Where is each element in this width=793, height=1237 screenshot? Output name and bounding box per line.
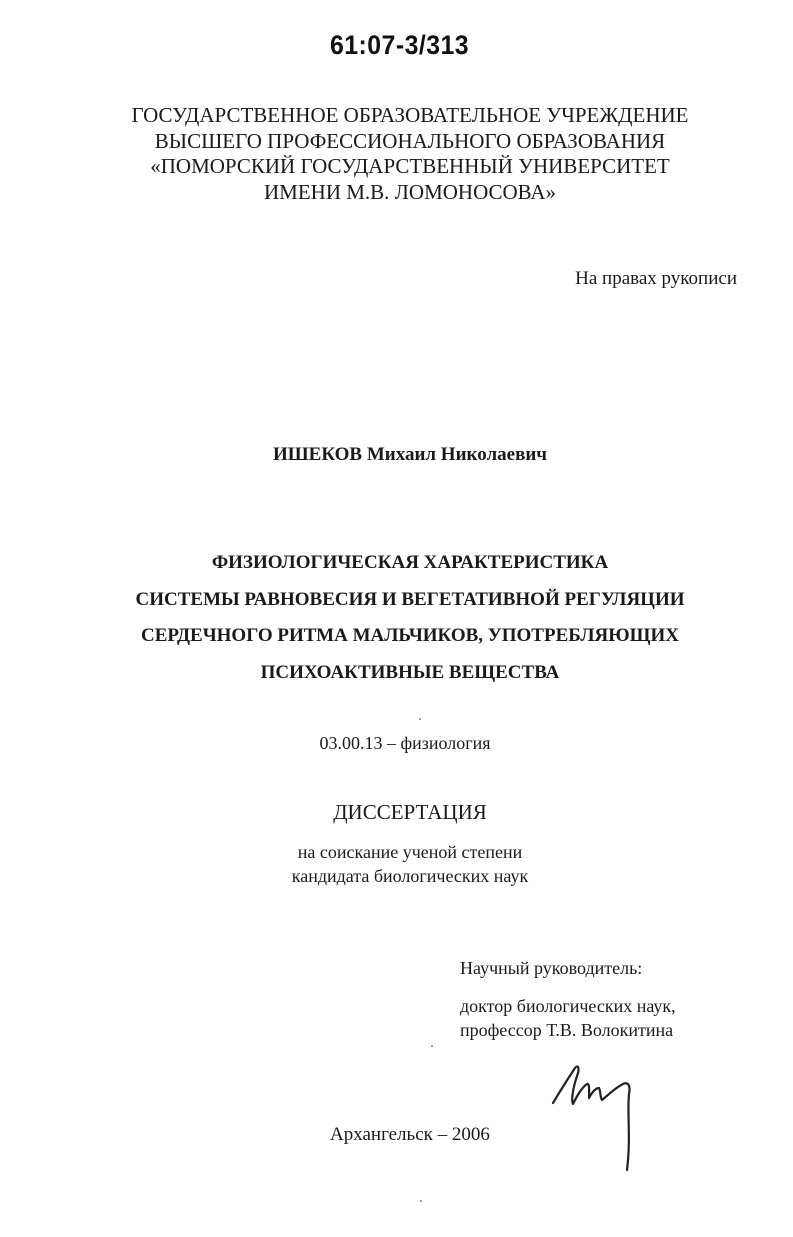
degree-line: кандидата биологических наук	[291, 866, 529, 886]
library-stamp-code: 61:07-3/313	[330, 30, 470, 60]
title-line: СЕРДЕЧНОГО РИТМА МАЛЬЧИКОВ, УПОТРЕБЛЯЮЩИХ	[141, 625, 679, 646]
scan-speck	[420, 1200, 422, 1202]
institution-line: «ПОМОРСКИЙ ГОСУДАРСТВЕННЫЙ УНИВЕРСИТЕТ	[150, 154, 670, 178]
title-line: СИСТЕМЫ РАВНОВЕСИЯ И ВЕГЕТАТИВНОЙ РЕГУЛЯЦИИ	[135, 588, 685, 610]
manuscript-rights-note: На правах рукописи	[575, 268, 737, 289]
institution-line: ИМЕНИ М.В. ЛОМОНОСОВА»	[263, 179, 557, 204]
degree-line: на соискание ученой степени	[297, 842, 523, 862]
document-type: ДИССЕРТАЦИЯ	[333, 800, 487, 824]
title-line: ФИЗИОЛОГИЧЕСКАЯ ХАРАКТЕРИСТИКА	[211, 552, 609, 573]
institution-line: ГОСУДАРСТВЕННОЕ ОБРАЗОВАТЕЛЬНОЕ УЧРЕЖДЕНИЕ	[131, 103, 689, 127]
supervisor-details	[460, 994, 676, 1042]
degree-description	[0, 840, 793, 888]
handwritten-signature-icon	[545, 1058, 655, 1178]
scan-speck	[431, 1045, 433, 1047]
institution-line: ВЫСШЕГО ПРОФЕССИОНАЛЬНОГО ОБРАЗОВАНИЯ	[154, 128, 666, 153]
institution-header	[0, 103, 793, 205]
supervisor-line: профессор Т.В. Волокитина	[460, 1020, 674, 1040]
dissertation-title	[0, 545, 793, 691]
author-name: ИШЕКОВ Михаил Николаевич	[273, 444, 547, 465]
specialty-code: 03.00.13 – физиология	[319, 733, 491, 753]
supervisor-label: Научный руководитель:	[460, 958, 643, 978]
title-line: ПСИХОАКТИВНЫЕ ВЕЩЕСТВА	[260, 661, 560, 683]
supervisor-line: доктор биологических наук,	[460, 996, 676, 1016]
scan-speck	[419, 718, 421, 720]
city-and-year: Архангельск – 2006	[330, 1124, 490, 1145]
